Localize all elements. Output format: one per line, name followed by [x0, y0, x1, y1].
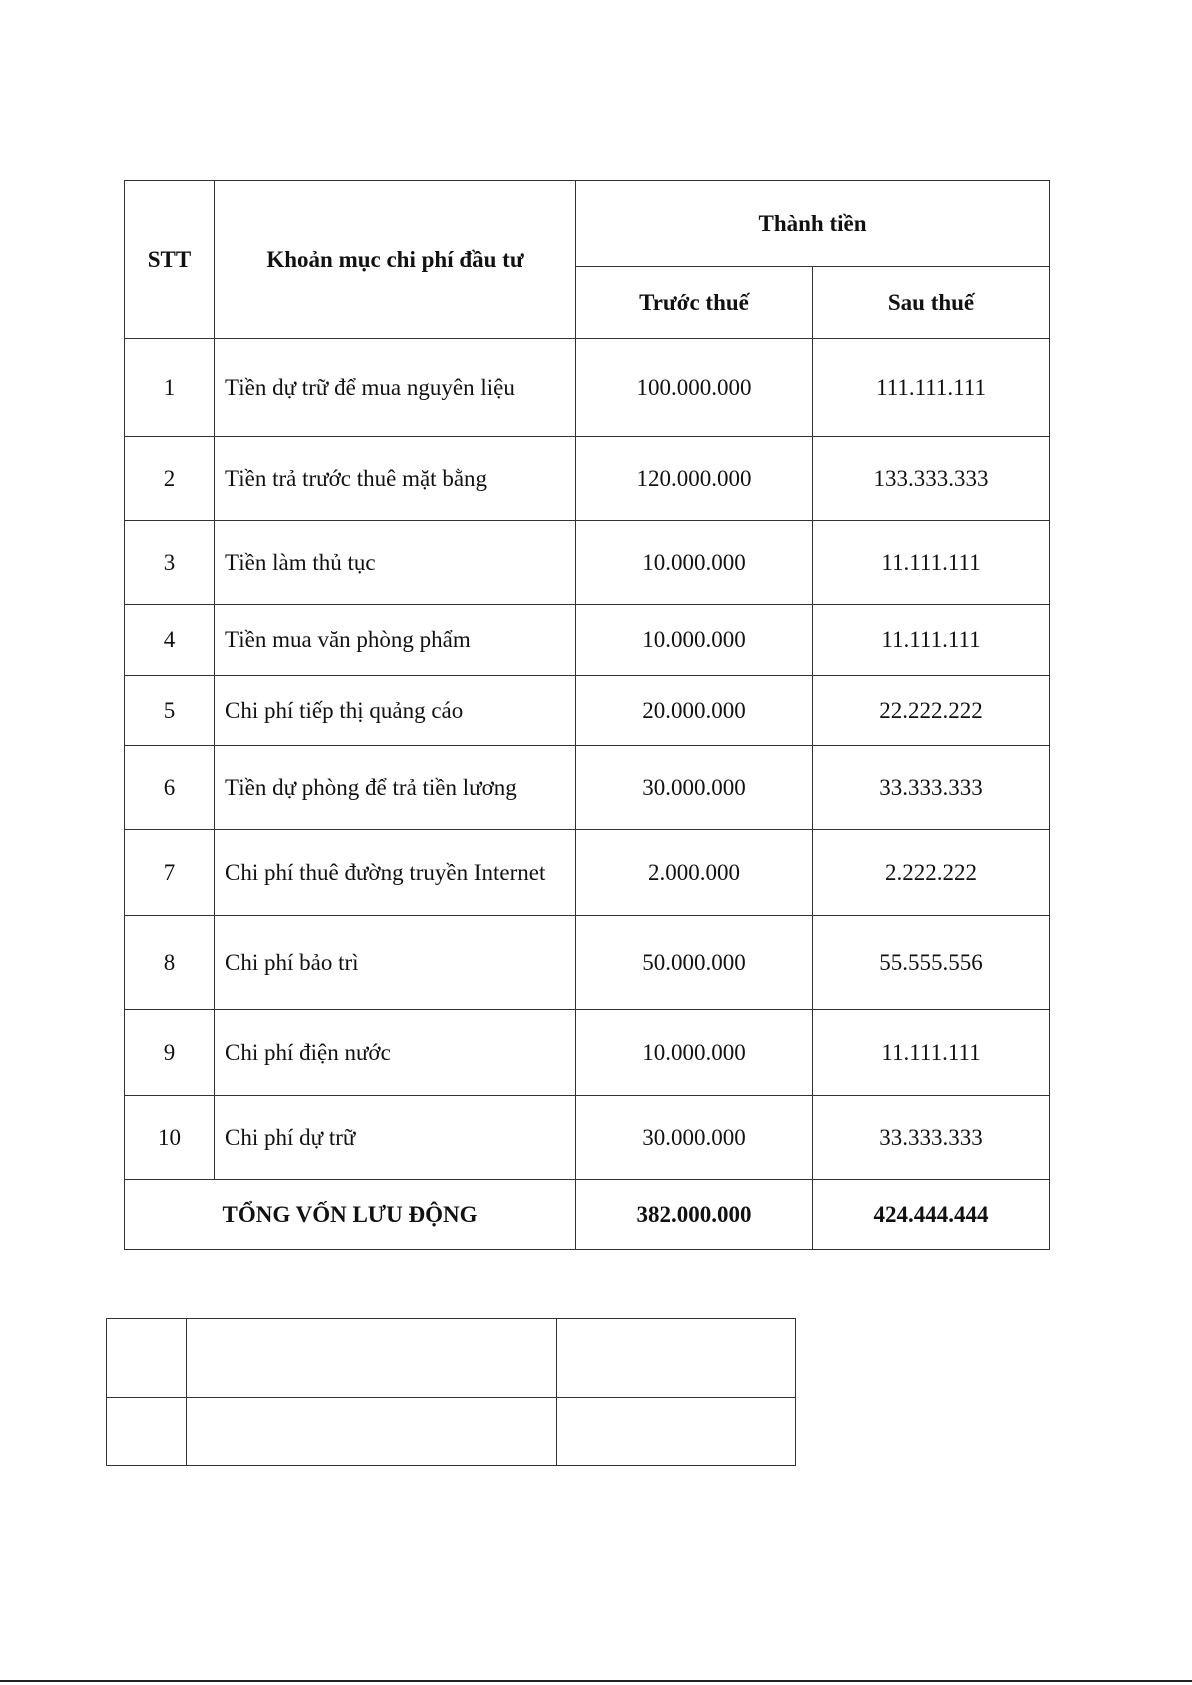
row-before-tax: 10.000.000	[576, 521, 813, 605]
row-stt: 4	[125, 605, 215, 676]
row-before-tax: 30.000.000	[576, 746, 813, 830]
table-row	[125, 916, 1050, 1010]
total-row	[125, 1180, 1050, 1250]
row-item: Tiền mua văn phòng phẩm	[215, 605, 576, 676]
row-item: Chi phí tiếp thị quảng cáo	[215, 676, 576, 746]
header-item: Khoản mục chi phí đầu tư	[215, 181, 576, 339]
row-item: Chi phí điện nước	[215, 1010, 576, 1096]
table-row	[125, 676, 1050, 746]
row-after-tax: 55.555.556	[813, 916, 1050, 1010]
row-before-tax: 20.000.000	[576, 676, 813, 746]
row-after-tax: 11.111.111	[813, 1010, 1050, 1096]
header-stt: STT	[125, 181, 215, 339]
row-stt: 3	[125, 521, 215, 605]
row-stt: 7	[125, 830, 215, 916]
empty-table	[106, 1318, 796, 1466]
row-before-tax: 10.000.000	[576, 605, 813, 676]
table-row	[125, 1096, 1050, 1180]
row-stt: 8	[125, 916, 215, 1010]
row-after-tax: 11.111.111	[813, 521, 1050, 605]
header-after-tax: Sau thuế	[813, 267, 1050, 339]
row-before-tax: 2.000.000	[576, 830, 813, 916]
empty-row	[107, 1319, 796, 1398]
row-after-tax: 111.111.111	[813, 339, 1050, 437]
row-before-tax: 50.000.000	[576, 916, 813, 1010]
row-item: Tiền dự phòng để trả tiền lương	[215, 746, 576, 830]
table-row	[125, 437, 1050, 521]
row-after-tax: 33.333.333	[813, 1096, 1050, 1180]
row-item: Tiền trả trước thuê mặt bằng	[215, 437, 576, 521]
empty-cell	[557, 1398, 796, 1466]
row-item: Chi phí bảo trì	[215, 916, 576, 1010]
cost-table	[124, 180, 1050, 1250]
row-before-tax: 30.000.000	[576, 1096, 813, 1180]
table-row	[125, 1010, 1050, 1096]
row-stt: 1	[125, 339, 215, 437]
row-stt: 10	[125, 1096, 215, 1180]
table-row	[125, 746, 1050, 830]
row-stt: 9	[125, 1010, 215, 1096]
total-label: TỔNG VỐN LƯU ĐỘNG	[125, 1180, 576, 1250]
row-after-tax: 33.333.333	[813, 746, 1050, 830]
row-before-tax: 10.000.000	[576, 1010, 813, 1096]
row-after-tax: 133.333.333	[813, 437, 1050, 521]
empty-cell	[107, 1319, 187, 1398]
row-item: Tiền dự trữ để mua nguyên liệu	[215, 339, 576, 437]
row-before-tax: 120.000.000	[576, 437, 813, 521]
empty-cell	[187, 1398, 557, 1466]
row-stt: 2	[125, 437, 215, 521]
empty-row	[107, 1398, 796, 1466]
row-stt: 6	[125, 746, 215, 830]
total-before-tax: 382.000.000	[576, 1180, 813, 1250]
row-item: Chi phí thuê đường truyền Internet	[215, 830, 576, 916]
table-row	[125, 830, 1050, 916]
row-after-tax: 2.222.222	[813, 830, 1050, 916]
row-after-tax: 11.111.111	[813, 605, 1050, 676]
row-item: Tiền làm thủ tục	[215, 521, 576, 605]
row-item: Chi phí dự trữ	[215, 1096, 576, 1180]
header-amount: Thành tiền	[576, 181, 1050, 267]
row-before-tax: 100.000.000	[576, 339, 813, 437]
header-before-tax: Trước thuế	[576, 267, 813, 339]
table-row	[125, 521, 1050, 605]
empty-cell	[187, 1319, 557, 1398]
empty-cell	[557, 1319, 796, 1398]
row-after-tax: 22.222.222	[813, 676, 1050, 746]
table-row	[125, 605, 1050, 676]
total-after-tax: 424.444.444	[813, 1180, 1050, 1250]
page-bottom-rule	[0, 1680, 1192, 1682]
header-row-1	[125, 181, 1050, 267]
row-stt: 5	[125, 676, 215, 746]
table-row	[125, 339, 1050, 437]
empty-cell	[107, 1398, 187, 1466]
